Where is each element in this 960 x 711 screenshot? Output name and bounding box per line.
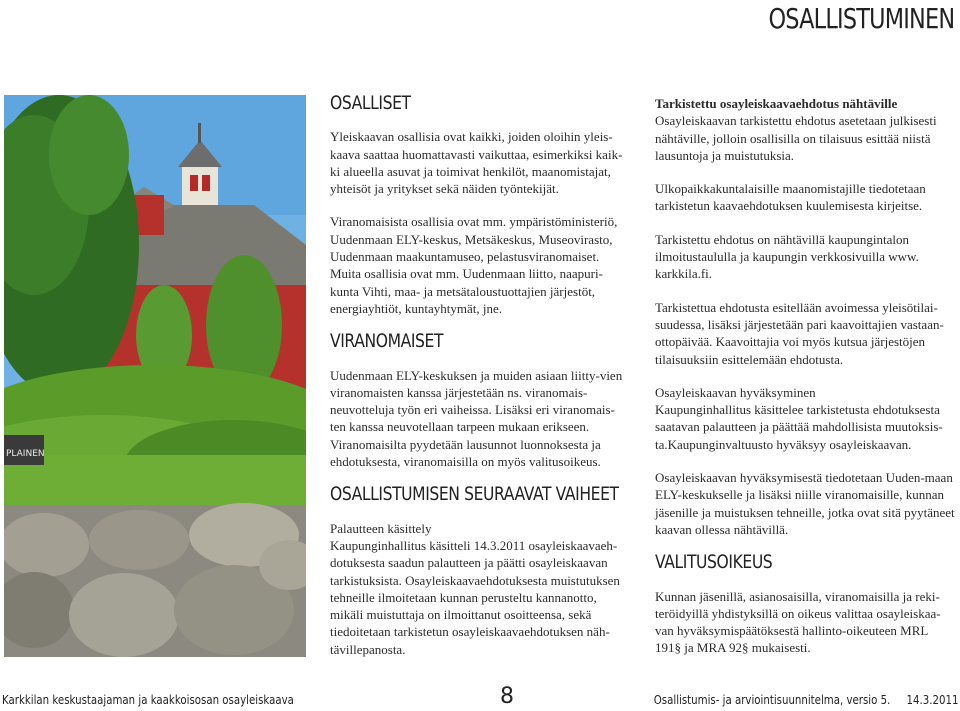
footer-document-title: Karkkilan keskustaajaman ja kaakkoisosan osayleiskaava — [2, 693, 294, 707]
column-left — [330, 92, 630, 674]
paragraph — [655, 384, 955, 453]
heading-osalliset: OSALLISET — [330, 92, 411, 114]
paragraph-text: Kaupunginhallitus käsittelee tarkistetusta ehdotuksesta saatavan palautteen ja päättää mahdollisista muutoksis-ta.Kaupunginvaltuusto hyväksyy osayleiskaavan. — [655, 402, 943, 452]
column-right — [655, 95, 955, 673]
paragraph: Kunnan jäsenillä, asianosaisilla, viranomaisilla ja reki-teröidyillä yhdistyksillä on oikeus valittaa osayleiskaa-van hyväksymispäätöksestä hallinto-oikeuteen MRL 191§ ja MRA 92§ mukaisesti. — [655, 588, 941, 656]
paragraph: Ulkopaikkakuntalaisille maanomistajille tiedotetaan tarkistetun kaavaehdotuksen kuulemisesta kirjeitse. — [655, 181, 926, 214]
paragraph: Yleiskaavan osallisia ovat kaikki, joiden oloihin yleis-kaava saattaa huomattavasti vaikuttaa, esimerkiksi kaik-ki alueella asuvat ja toimivat henkilöt, maanomistajat, yhteisöt ja yritykset sekä näiden työntekijät. — [330, 129, 623, 197]
paragraph-text: Kaupunginhallitus käsitteli 14.3.2011 osayleiskaavaeh-dotuksesta saadun palautteen ja päätti osayleiskaavan tarkistuksista. Osayleiskaavaehdotuksesta muistutuksen tehneille ilmoitetaan kunnan perusteltu kannanotto, mikäli muistuttaja on ilmoittanut osoitteensa, sekä tiedoitetaan tarkistetun osayleiskaavaehdotuksen näh-tävillepanosta. — [330, 537, 620, 657]
paragraph: Tarkistettua ehdotusta esitellään avoimessa yleisötilai-suudessa, lisäksi järjestetään pari kaavoittajien vastaan-ottopäivää. Kaavoittajia voi myös kutsua järjestöjen tilaisuuksiin esittelemään ehdotusta. — [655, 299, 944, 367]
paragraph-subtitle: Tarkistettu osayleiskaavaehdotus nähtäville — [655, 96, 898, 111]
page-number: 8 — [500, 684, 514, 709]
paragraph: Muita osallisia ovat mm. Uudenmaan liitto, naapuri-kunta Vihti, maa- ja metsätaloustuottajien järjestöt, energiayhtiöt, kuntayhtymät, jne. — [330, 266, 603, 316]
paragraph: Osayleiskaavan hyväksymisestä tiedotetaan Uuden-maan ELY-keskukselle ja lisäksi niille viranomaisille, kunnan jäsenille ja muistuksen tehneille, jotka ovat sitä pyytäneet kaavan ollessa nähtävillä. — [655, 470, 955, 537]
paragraph: Tarkistettu ehdotus on nähtävillä kaupungintalon ilmoitustaululla ja kaupungin verkkosivuilla www. karkkila.fi. — [655, 231, 919, 282]
paragraph: Viranomaisista osallisia ovat mm. ympäristöministeriö, Uudenmaan ELY-keskus, Metsäkeskus, Museovirasto, Uudenmaan maakuntamuseo, pelastusviranomaiset. — [330, 214, 618, 265]
heading-seuraavat-vaiheet: OSALLISTUMISEN SEURAAVAT VAIHEET — [330, 483, 619, 506]
heading-viranomaiset: VIRANOMAISET — [330, 330, 444, 353]
paragraph — [655, 95, 955, 164]
paragraph: Uudenmaan ELY-keskuksen ja muiden asiaan liitty-vien viranomaisten kanssa järjestetään ns. viranomais-neuvotteluja työn eri vaiheissa. Lisäksi eri viranomais-ten kanssa neuvotellaan tarpeen mukaan erikseen. — [330, 367, 623, 435]
sign-text: PLAINEN — [6, 449, 45, 459]
heading-valitusoikeus: VALITUSOIKEUS — [655, 551, 773, 574]
page-footer — [0, 684, 960, 711]
page-title: OSALLISTUMINEN — [768, 2, 954, 35]
paragraph — [330, 520, 630, 658]
paragraph-subtitle: Osayleiskaavan hyväksyminen — [655, 384, 816, 400]
footer-version: Osallistumis- ja arviointisuunnitelma, versio 5. 14.3.2011 — [653, 693, 958, 707]
paragraph-subtitle: Palautteen käsittely — [330, 520, 432, 536]
paragraph-text: Osayleiskaavan tarkistettu ehdotus asetetaan julkisesti nähtäville, jolloin osallisilla on tilaisuus esittää niistä lausuntoja ja muistutuksia. — [655, 113, 937, 163]
paragraph: Viranomaisilta pyydetään lausunnot luonnoksesta ja ehdotuksesta, viranomaisilla on myös valitusoikeus. — [330, 436, 601, 470]
church-photo — [4, 95, 306, 657]
